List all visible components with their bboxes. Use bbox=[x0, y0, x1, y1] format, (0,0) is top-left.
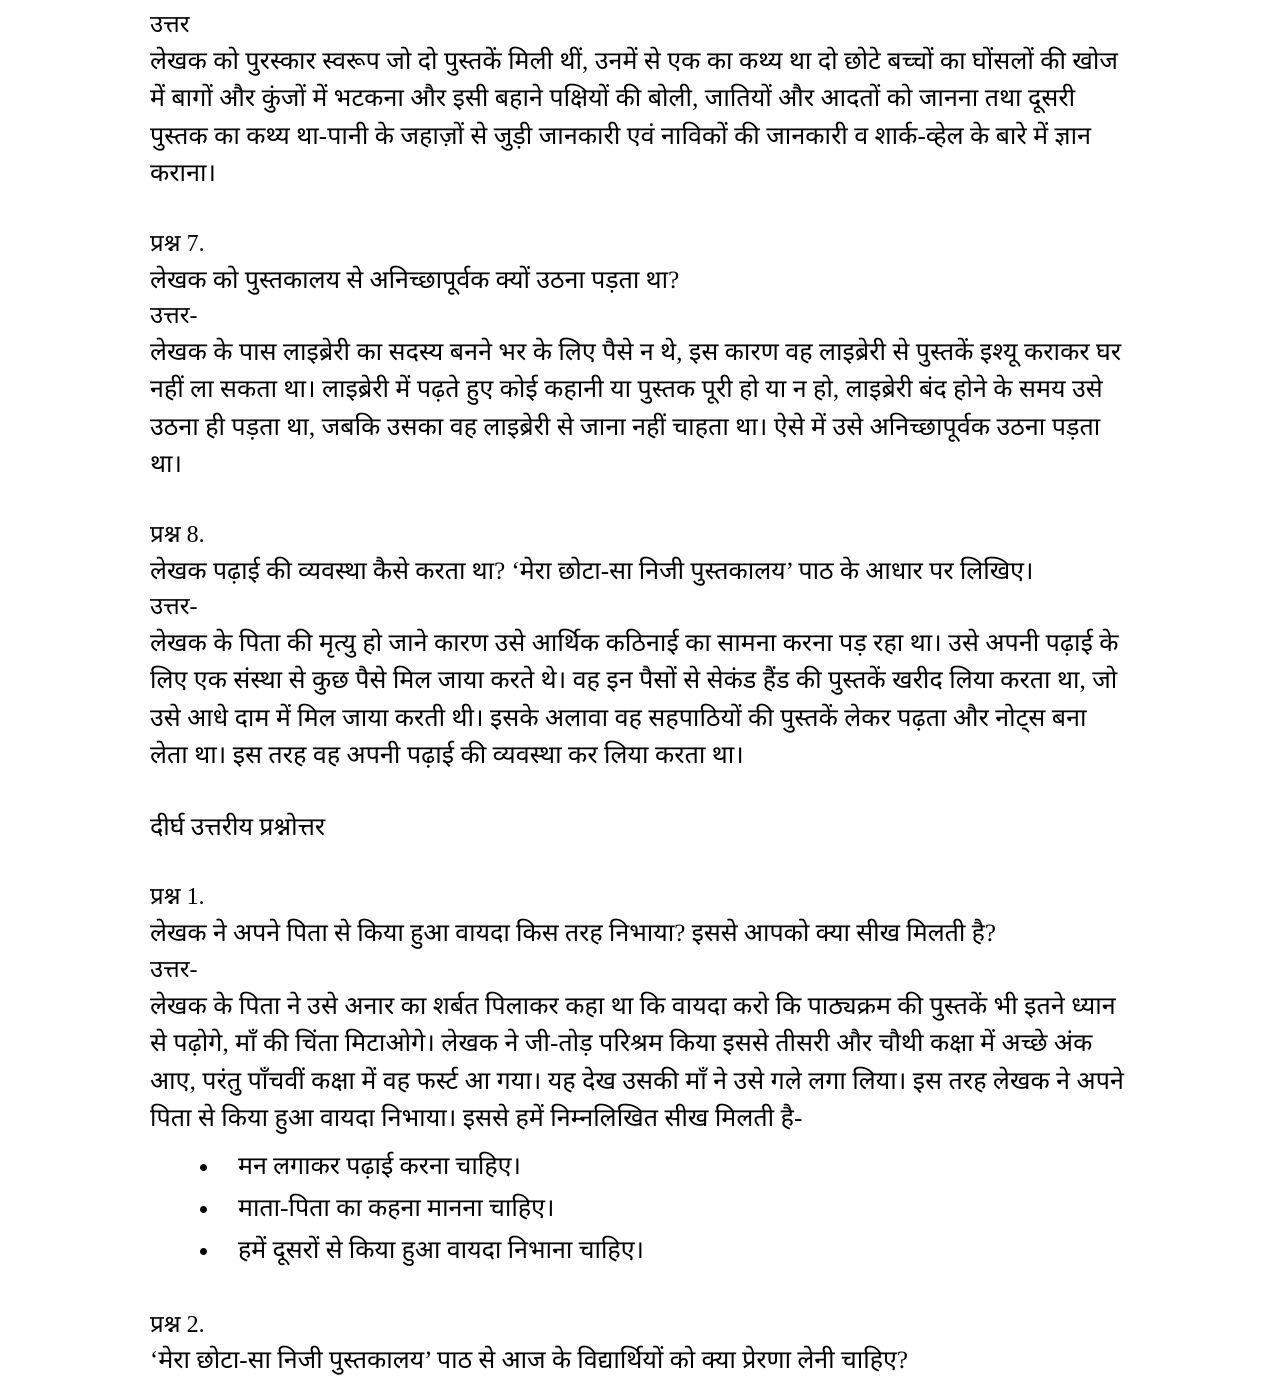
block-spacer bbox=[150, 193, 1125, 227]
question-text-7: लेखक को पुस्तकालय से अनिच्छापूर्वक क्यों उठना पड़ता था? bbox=[150, 266, 680, 294]
question-number-7: प्रश्न 7. bbox=[150, 230, 205, 257]
block-spacer bbox=[150, 1274, 1125, 1308]
list-item: • मन लगाकर पढ़ाई करना चाहिए। bbox=[220, 1148, 1125, 1186]
list-item: • हमें दूसरों से किया हुआ वायदा निभाना चाहिए। bbox=[220, 1232, 1125, 1270]
answer-paragraph-8: लेखक के पिता की मृत्यु हो जाने कारण उसे आर्थिक कठिनाई का सामना करना पड़ रहा था। उसे अपनी पढ़ाई के लिए एक संस्था से कुछ पैसे मिल जाया करते थे। वह इन पैसों से सेकंड हैंड की पुस्तकें खरीद लिया करता था, जो उसे आधे दाम में मिल जाया करती थी। इसके अलावा वह सहपाठियों की पुस्तकें लेकर पढ़ता और नोट्स बना लेता था। इस तरह वह अपनी पढ़ाई की व्यवस्था कर लिया करता था। bbox=[150, 629, 1119, 770]
list-item: • माता-पिता का कहना मानना चाहिए। bbox=[220, 1190, 1125, 1228]
answer-label-long-1: उत्तर- bbox=[150, 956, 198, 983]
answer-label-8: उत्तर- bbox=[150, 594, 198, 621]
question-number-long-2: प्रश्न 2. bbox=[150, 1311, 205, 1338]
block-spacer bbox=[150, 846, 1125, 880]
lesson-bullet-list bbox=[150, 1148, 1125, 1270]
answer-paragraph: लेखक को पुरस्कार स्वरूप जो दो पुस्तकें मिली थीं, उनमें से एक का कथ्य था दो छोटे बच्चों का घोंसलों की खोज में बागों और कुंजों में भटकना और इसी बहाने पक्षियों की बोली, जातियों और आदतों को जानना तथा दूसरी पुस्तक का कथ्य था-पानी के जहाज़ों से जुड़ी जानकारी एवं नाविकों की जानकारी व शार्क-व्हेल के बारे में ज्ञान कराना। bbox=[150, 47, 1119, 188]
question-text-long-1: लेखक ने अपने पिता से किया हुआ वायदा किस तरह निभाया? इससे आपको क्या सीख मिलती है? bbox=[150, 920, 996, 948]
question-number-long-1: प्रश्न 1. bbox=[150, 884, 205, 911]
answer-paragraph-7: लेखक के पास लाइब्रेरी का सदस्य बनने भर के लिए पैसे न थे, इस कारण वह लाइब्रेरी से पुस्तकें इश्यू कराकर घर नहीं ला सकता था। लाइब्रेरी में पढ़ते हुए कोई कहानी या पुस्तक पूरी हो या न हो, लाइब्रेरी बंद होने के समय उसे उठना ही पड़ता था, जबकि उसका वह लाइब्रेरी से जाना नहीं चाहता था। ऐसे में उसे अनिच्छापूर्वक उठना पड़ता था। bbox=[150, 338, 1122, 479]
question-text-8: लेखक पढ़ाई की व्यवस्था कैसे करता था? ‘मेरा छोटा-सा निजी पुस्तकालय’ पाठ के आधार पर लिखिए। bbox=[150, 557, 1034, 585]
block-spacer bbox=[150, 484, 1125, 518]
block-spacer bbox=[150, 775, 1125, 809]
section-heading-long-answers: दीर्घ उत्तरीय प्रश्नोत्तर bbox=[150, 813, 326, 841]
answer-label: उत्तर bbox=[150, 12, 190, 38]
answer-paragraph-long-1: लेखक के पिता ने उसे अनार का शर्बत पिलाकर कहा था कि वायदा करो कि पाठ्यक्रम की पुस्तकें भी इतने ध्यान से पढ़ोगे, माँ की चिंता मिटाओगे। लेखक ने जी-तोड़ परिश्रम किया इससे तीसरी और चौथी कक्षा में अच्छे अंक आए, परंतु पाँचवीं कक्षा में वह फर्स्ट आ गया। यह देख उसकी माँ ने उसे गले लगा लिया। इस तरह लेखक ने अपने पिता से किया हुआ वायदा निभाया। इससे हमें निम्नलिखित सीख मिलती है- bbox=[150, 992, 1124, 1133]
answer-label-7: उत्तर- bbox=[150, 303, 198, 330]
block-spacer bbox=[150, 1138, 1125, 1148]
question-text-long-2: ‘मेरा छोटा-सा निजी पुस्तकालय’ पाठ से आज के विद्यार्थियों को क्या प्रेरणा लेनी चाहिए? bbox=[150, 1347, 908, 1375]
question-number-8: प्रश्न 8. bbox=[150, 521, 205, 548]
